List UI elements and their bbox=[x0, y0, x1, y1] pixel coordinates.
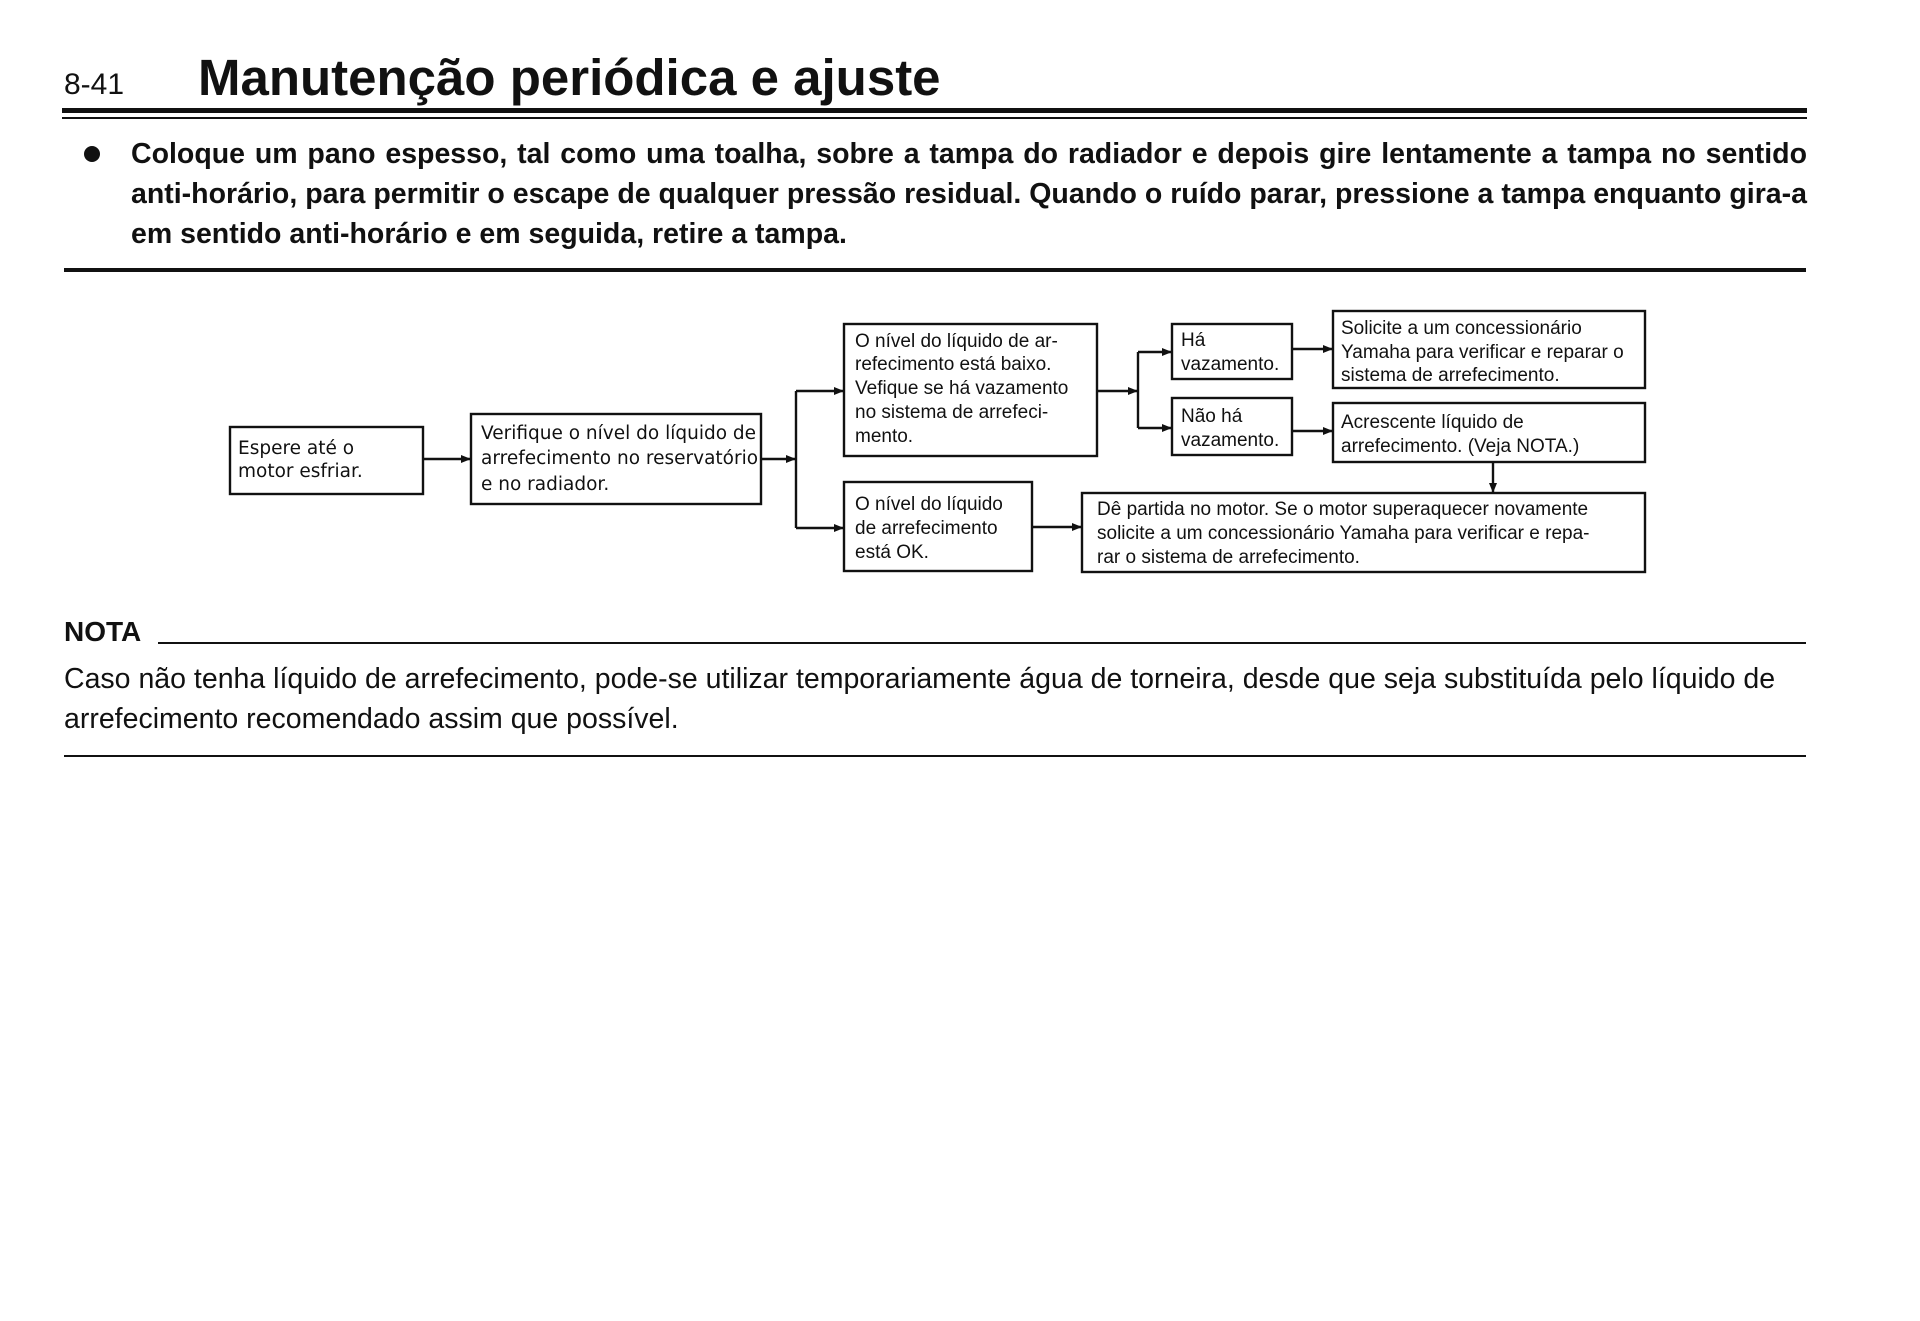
text-level-low: O nível do líquido de ar- refecimento está baixo. Vefique se há vazamento no sistema de arrefeci- mento. bbox=[855, 331, 1069, 447]
text-dealer: Solicite a um concessionário Yamaha para verificar e reparar o sistema de arrefecimento. bbox=[1341, 318, 1624, 386]
text-level-ok: O nível do líquido de arrefecimento está OK. bbox=[855, 494, 1003, 563]
text-no-leak: Não há vazamento. bbox=[1181, 406, 1280, 451]
text-leak: Há vazamento. bbox=[1181, 330, 1280, 375]
text-add-coolant: Acrescente líquido de arrefecimento. (Veja NOTA.) bbox=[1341, 412, 1580, 457]
text-start-engine: Dê partida no motor. Se o motor superaquecer novamente solicite a um concessionário Yamaha para verificar e repa- rar o sistema de arrefecimento. bbox=[1097, 499, 1590, 568]
note-label: NOTA bbox=[64, 616, 142, 647]
note-bottom-rule bbox=[64, 755, 1806, 757]
text-wait: Espere até o motor esfriar. bbox=[238, 438, 363, 482]
text-check: Verifique o nível do líquido de arrefecimento no reservatório e no radiador. bbox=[481, 423, 759, 495]
note-rule bbox=[158, 642, 1806, 644]
note-text: Caso não tenha líquido de arrefecimento, pode-se utilizar temporariamente água de torneira, desde que seja substituída pelo líquido de arrefecimento recomendado assim que possível. bbox=[64, 663, 1776, 735]
page-number: 8-41 bbox=[64, 68, 125, 101]
page-title: Manutenção periódica e ajuste bbox=[198, 49, 941, 106]
warning-bullet-text: Coloque um pano espesso, tal como uma toalha, sobre a tampa do radiador e depois gire lentamente a tampa no sentido anti-horário, para permitir o escape de qualquer pressão residual. Quando o ruído parar, pressione a tampa enquanto gira-a em sentido anti-horário e em seguida, retire a tampa. bbox=[131, 138, 1807, 250]
